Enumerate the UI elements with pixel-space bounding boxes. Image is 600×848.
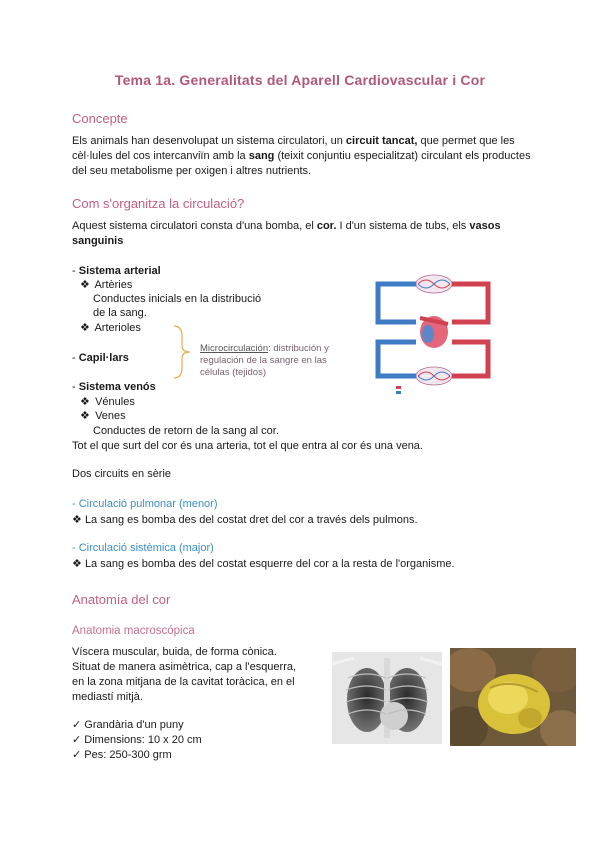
- section-heading-organitza: Com s'organitza la circulació?: [72, 196, 245, 211]
- check-item: ✓ Dimensions: 10 x 20 cm: [72, 734, 202, 746]
- list-arteries: ❖ Artèries: [80, 279, 133, 291]
- microcirculation-note: Microcirculación: distribución y regulación de la sangre en las células (tejidos): [200, 343, 329, 378]
- list-venos: - Sistema venós: [72, 381, 156, 393]
- microcirculation-bracket: [170, 324, 194, 380]
- list-capillars: - Capil·lars: [72, 352, 129, 364]
- check-item: ✓ Grandària d'un puny: [72, 719, 184, 731]
- bullet-icon: ❖: [80, 279, 90, 291]
- pulmonar-desc: ❖ La sang es bomba des del costat dret del cor a través dels pulmons.: [72, 514, 418, 526]
- check-icon: ✓: [72, 749, 82, 761]
- section-heading-anatomia: Anatomía del cor: [72, 592, 171, 607]
- venes-desc: Conductes de retorn de la sang al cor.: [93, 425, 279, 437]
- pulmonar-heading: - Circulació pulmonar (menor): [72, 498, 218, 510]
- anatomia-line-4: mediastí mitjà.: [72, 691, 143, 703]
- check-icon: ✓: [72, 719, 82, 731]
- list-venules: ❖ Vénules: [80, 396, 135, 408]
- bullet-icon: ❖: [72, 514, 82, 526]
- list-arterial: - Sistema arterial: [72, 265, 161, 277]
- arteries-desc-2: de la sang.: [93, 307, 147, 319]
- page-title: Tema 1a. Generalitats del Aparell Cardiovascular i Cor: [114, 72, 486, 88]
- bullet-icon: ❖: [80, 396, 90, 408]
- sistemica-desc: ❖ La sang es bomba des del costat esquerre del cor a la resta de l'organisme.: [72, 558, 455, 570]
- organitza-paragraph: Aquest sistema circulatori consta d'una bomba, el cor. I d'un sistema de tubs, els vasos sanguinis: [72, 220, 501, 247]
- bullet-icon: ❖: [80, 322, 90, 334]
- bullet-icon: ❖: [80, 410, 90, 422]
- chest-xray-image: [332, 652, 442, 744]
- arteria-vena-rule: Tot el que surt del cor és una arteria, tot el que entra al cor és una vena.: [72, 440, 423, 452]
- check-icon: ✓: [72, 734, 82, 746]
- section-heading-concepte: Concepte: [72, 111, 128, 126]
- sistemica-heading: - Circulació sistèmica (major): [72, 542, 214, 554]
- list-venes: ❖ Venes: [80, 410, 126, 422]
- heart-specimen-image: [450, 648, 576, 746]
- bullet-icon: ❖: [72, 558, 82, 570]
- anatomia-line-2: Situat de manera asimètrica, cap a l'esquerra,: [72, 661, 297, 673]
- anatomia-line-1: Víscera muscular, buida, de forma cònica.: [72, 646, 277, 658]
- dos-circuits: Dos circuits en sèrie: [72, 468, 172, 480]
- list-arterioles: ❖ Arterioles: [80, 322, 141, 334]
- anatomia-sub-heading: Anatomia macroscópica: [72, 625, 195, 637]
- check-item: ✓ Pes: 250-300 grm: [72, 749, 172, 761]
- arteries-desc-1: Conductes inicials en la distribució: [93, 293, 262, 305]
- concepte-paragraph: Els animals han desenvolupat un sistema circulatori, un circuit tancat, que permet que les cèl·lules del cos intercanviïn amb la sang (teixit conjuntiu especialitzat) circulant els productes del seu metabolisme per oxigen i altres nutrients.: [72, 135, 531, 177]
- anatomia-line-3: en la zona mitjana de la cavitat toràcica, en el: [72, 676, 295, 688]
- circulation-diagram: [368, 268, 500, 398]
